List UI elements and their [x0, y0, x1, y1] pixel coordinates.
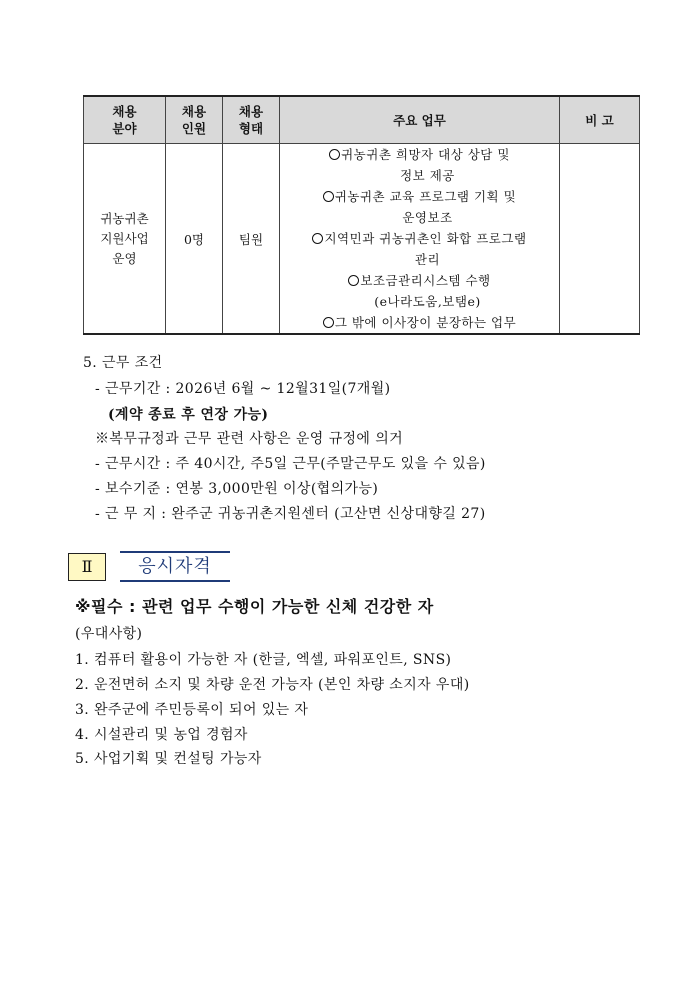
circle-bullet-icon — [348, 275, 359, 286]
section-heading: 응시자격 — [120, 551, 230, 582]
table-row — [84, 144, 640, 335]
cell-field: 귀농귀촌 지원사업 운영 — [84, 144, 166, 335]
preferred-item: 4. 시설관리 및 농업 경험자 — [75, 727, 248, 743]
work-conditions-title: 5. 근무 조건 — [83, 355, 163, 371]
preferred-item: 5. 사업기획 및 컨설팅 가능자 — [75, 751, 262, 767]
work-extension: (계약 종료 후 연장 가능) — [108, 407, 269, 423]
duty-item: 귀농귀촌 희망자 대상 상담 및 정보 제공 — [280, 144, 559, 186]
cell-duties — [280, 144, 560, 335]
header-notes: 비 고 — [560, 96, 640, 144]
work-pay: - 보수기준 : 연봉 3,000만원 이상(협의가능) — [95, 481, 379, 497]
work-hours: - 근무시간 : 주 40시간, 주5일 근무(주말근무도 있을 수 있음) — [95, 456, 486, 472]
cell-count: 0명 — [166, 144, 223, 335]
preferred-item: 2. 운전면허 소지 및 차량 운전 가능자 (본인 차량 소지자 우대) — [75, 677, 470, 693]
work-period: - 근무기간 : 2026년 6월 ~ 12월31일(7개월) — [95, 381, 391, 397]
duty-item: 보조금관리시스템 수행 (e나라도움,보탬e) — [280, 270, 559, 312]
work-location: - 근 무 지 : 완주군 귀농귀촌지원센터 (고산면 신상대향길 27) — [95, 506, 486, 522]
preferred-item: 3. 완주군에 주민등록이 되어 있는 자 — [75, 702, 309, 718]
preferred-item: 1. 컴퓨터 활용이 가능한 자 (한글, 엑셀, 파워포인트, SNS) — [75, 652, 452, 668]
circle-bullet-icon — [323, 191, 334, 202]
table-header-row — [84, 96, 640, 144]
header-count: 채용 인원 — [166, 96, 223, 144]
circle-bullet-icon — [329, 149, 340, 160]
header-field: 채용 분야 — [84, 96, 166, 144]
cell-type: 팀원 — [223, 144, 280, 335]
duty-item: 그 밖에 이사장이 분장하는 업무 — [280, 312, 559, 333]
header-type: 채용 형태 — [223, 96, 280, 144]
preferred-label: (우대사항) — [75, 626, 143, 642]
circle-bullet-icon — [323, 317, 334, 328]
duty-item: 지역민과 귀농귀촌인 화합 프로그램 관리 — [280, 228, 559, 270]
circle-bullet-icon — [312, 233, 323, 244]
recruitment-table — [83, 95, 640, 335]
cell-notes — [560, 144, 640, 335]
required-qualification: ※필수 : 관련 업무 수행이 가능한 신체 건강한 자 — [75, 597, 434, 616]
header-duties: 주요 업무 — [280, 96, 560, 144]
duty-item: 귀농귀촌 교육 프로그램 기획 및 운영보조 — [280, 186, 559, 228]
work-rule-note: ※복무규정과 근무 관련 사항은 운영 규정에 의거 — [95, 431, 404, 447]
section-number-badge: Ⅱ — [68, 553, 106, 581]
